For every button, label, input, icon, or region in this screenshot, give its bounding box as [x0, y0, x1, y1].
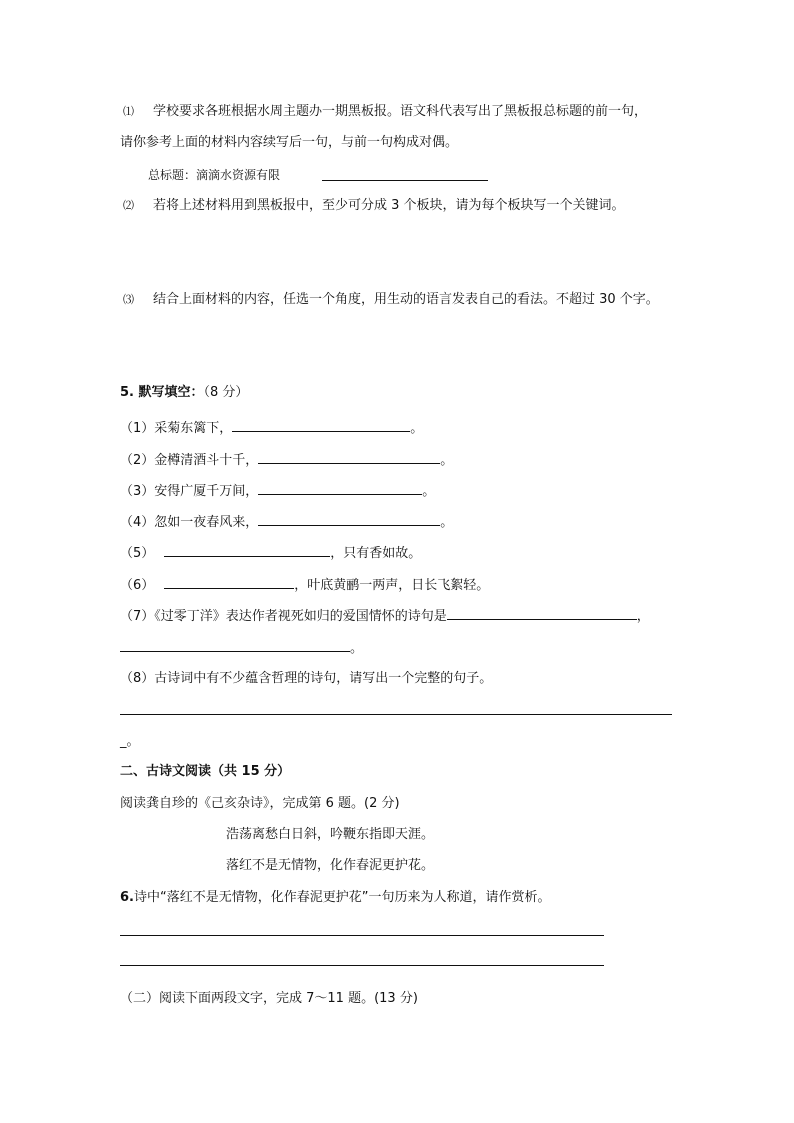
q5-item-1: [120, 418, 423, 438]
q5-item-number: （3）: [120, 484, 155, 499]
q4-sub1-text: 学校要求各班根据水周主题办一期黑板报。语文科代表写出了黑板报总标题的前一句，: [153, 104, 648, 119]
q5-item-end: 。: [410, 421, 424, 436]
q5-item-end: ，只有香如故。: [330, 546, 422, 561]
q5-item-end: 。: [440, 453, 454, 468]
q5-item-prompt: 金樽清酒斗十千，: [154, 453, 259, 468]
q5-item-blank[interactable]: [120, 638, 350, 652]
q6-number: 6.: [120, 890, 134, 905]
q5-item-prompt: 采菊东篱下，: [154, 421, 233, 436]
q5-title-bold: 5. 默写填空：: [120, 385, 204, 400]
q5-item-number: （5）: [120, 546, 155, 561]
q5-item-2: [120, 450, 453, 470]
part2-intro: （二）阅读下面两段文字，完成 7～11 题。(13 分): [120, 991, 418, 1006]
q5-item-end: ，叶底黄鹂一两声，日长飞絮轻。: [294, 578, 490, 593]
section2-intro: 阅读龚自珍的《己亥杂诗》，完成第 6 题。(2 分): [120, 796, 400, 811]
q5-end-mark: _。: [120, 734, 140, 749]
q5-item-end: ，: [636, 609, 650, 624]
headline-answer-blank[interactable]: [322, 180, 488, 181]
q5-item-blank[interactable]: [164, 575, 294, 589]
q5-item-8: [120, 670, 492, 688]
q5-item-blank[interactable]: [164, 543, 330, 557]
q5-item-number: （1）: [120, 421, 155, 436]
q4-sub2-number: ⑵: [123, 199, 134, 212]
q4-sub2: [123, 197, 625, 215]
q5-title: [120, 384, 248, 402]
q5-title-score: （8 分）: [203, 385, 249, 400]
q5-item-blank[interactable]: [258, 450, 440, 464]
q5-item-4: [120, 512, 453, 532]
q5-item-number: （6）: [120, 578, 155, 593]
q4-sub1-line2: 请你参考上面的材料内容续写后一句，与前一句构成对偶。: [120, 135, 459, 150]
q6-text: 诗中“落红不是无情物，化作春泥更护花”一句历来为人称道，请作赏析。: [133, 890, 551, 905]
poem-line-2: 落红不是无情物，化作春泥更护花。: [226, 858, 435, 873]
q6-answer-line-1[interactable]: [120, 935, 604, 936]
q4-sub3-number: ⑶: [123, 293, 134, 306]
q5-item-prompt: 古诗词中有不少蕴含哲理的诗句，请写出一个完整的句子。: [154, 671, 493, 686]
headline-row: [148, 166, 280, 184]
q4-sub2-text: 若将上述材料用到黑板报中，至少可分成 3 个板块，请为每个板块写一个关键词。: [153, 198, 625, 213]
q4-sub3-text: 结合上面材料的内容，任选一个角度，用生动的语言发表自己的看法。不超过 30 个字。: [153, 292, 659, 307]
q5-item-number: （2）: [120, 453, 155, 468]
q5-item-end: 。: [440, 515, 454, 530]
q6-answer-line-2[interactable]: [120, 965, 604, 966]
q5-item-end: 。: [422, 484, 436, 499]
q5-item-7-continued: [120, 638, 363, 658]
q5-item-5: [120, 543, 421, 563]
q6-question: [120, 889, 550, 907]
q5-item-end: 。: [350, 641, 364, 656]
section2-title: 二、古诗文阅读（共 15 分）: [120, 764, 291, 779]
q5-item-6: [120, 575, 489, 595]
q4-sub1-number: ⑴: [123, 105, 134, 118]
q5-item-7: [120, 606, 650, 626]
q5-item-3: [120, 481, 435, 501]
q5-item-prompt: 《过零丁洋》表达作者视死如归的爱国情怀的诗句是: [154, 609, 447, 624]
q4-sub3: [123, 291, 659, 309]
q5-item-number: （8）: [120, 671, 155, 686]
q5-item-blank[interactable]: [447, 606, 637, 620]
q5-item-blank[interactable]: [258, 481, 422, 495]
q5-item-8-answer-line[interactable]: [120, 714, 672, 715]
q5-item-blank[interactable]: [232, 418, 410, 432]
poem-line-1: 浩荡离愁白日斜，吟鞭东指即天涯。: [226, 827, 435, 842]
q5-item-prompt: 安得广厦千万间，: [154, 484, 259, 499]
q5-item-prompt: 忽如一夜春风来，: [154, 515, 259, 530]
q4-sub1-line1: [123, 103, 647, 121]
headline-label: 总标题：滴滴水资源有限: [148, 168, 281, 182]
q5-item-number: （4）: [120, 515, 155, 530]
q5-item-blank[interactable]: [258, 512, 440, 526]
q5-item-number: （7）: [120, 609, 155, 624]
